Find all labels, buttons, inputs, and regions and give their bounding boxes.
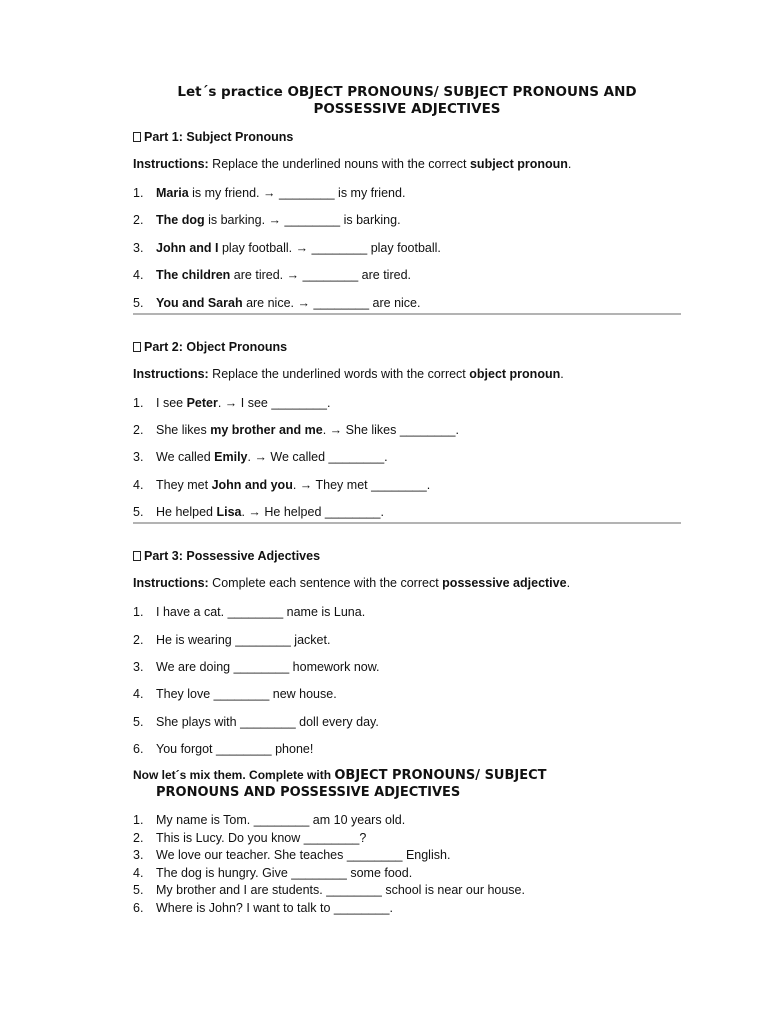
- item-number: 3.: [133, 240, 144, 255]
- item-text: You forgot ________ phone!: [156, 742, 314, 757]
- instructions-end: .: [567, 157, 572, 171]
- instructions-text: Replace the underlined nouns with the correct: [208, 157, 470, 171]
- item-text: They met: [156, 477, 212, 492]
- list-item: [133, 503, 681, 522]
- item-number: 1.: [133, 605, 144, 620]
- item-text: We are doing ________ homework now.: [156, 659, 380, 674]
- mix-caps-line1: OBJECT PRONOUNS/ SUBJECT: [334, 768, 547, 784]
- section-divider: [133, 522, 681, 524]
- missing-glyph-icon: [133, 342, 141, 352]
- item-text: . → They met ________.: [292, 477, 431, 492]
- item-number: 1.: [133, 395, 144, 410]
- list-item: [133, 211, 681, 238]
- part2-instructions: [133, 367, 681, 385]
- item-number: 6.: [133, 742, 144, 757]
- item-number: 3.: [133, 659, 144, 674]
- item-text: are tired. → ________ are tired.: [230, 268, 411, 283]
- item-bold: Lisa: [216, 505, 242, 520]
- item-bold: The children: [156, 268, 231, 283]
- list-item: [133, 846, 681, 864]
- instructions-end: .: [560, 366, 564, 381]
- missing-glyph-icon: [133, 551, 141, 561]
- item-text: They love ________ new house.: [156, 687, 337, 702]
- item-text: . → We called ________.: [247, 450, 388, 465]
- item-number: 1.: [133, 186, 144, 200]
- instructions-keyword: subject pronoun: [469, 157, 568, 171]
- instructions-label: Instructions:: [133, 366, 209, 381]
- title-caps: OBJECT PRONOUNS/ SUBJECT PRONOUNS AND: [287, 84, 637, 100]
- item-text: She likes: [156, 422, 211, 437]
- part1-list: [133, 184, 681, 313]
- list-item: [133, 294, 681, 313]
- item-bold: John and I: [156, 240, 219, 255]
- part3-instructions: [133, 576, 681, 594]
- item-text: She plays with ________ doll every day.: [156, 714, 379, 729]
- item-bold: my brother and me: [210, 422, 323, 437]
- section-divider: [133, 313, 681, 315]
- part1-instructions: [133, 157, 681, 175]
- list-item: [133, 685, 681, 712]
- item-bold: The dog: [156, 213, 205, 228]
- item-text: This is Lucy. Do you know ________?: [156, 830, 367, 845]
- list-item: [133, 184, 681, 211]
- item-text: are nice. → ________ are nice.: [242, 295, 421, 310]
- item-text: is my friend. → ________ is my friend.: [188, 186, 406, 200]
- item-text: . → She likes ________.: [322, 422, 459, 437]
- part1-heading: [133, 130, 681, 148]
- part2-heading: [133, 340, 681, 358]
- item-text: . → He helped ________.: [241, 505, 384, 520]
- part3-heading-text: Part 3: Possessive Adjectives: [144, 549, 321, 564]
- mix-heading: [133, 767, 681, 801]
- item-number: 1.: [133, 813, 144, 828]
- list-item: [133, 239, 681, 266]
- list-item: [133, 631, 681, 658]
- list-item: [133, 658, 681, 685]
- instructions-keyword: possessive adjective: [442, 576, 567, 591]
- item-number: 4.: [133, 268, 144, 283]
- item-number: 2.: [133, 422, 144, 437]
- page-title: [133, 84, 681, 118]
- item-number: 4.: [133, 477, 144, 492]
- list-item: [133, 394, 681, 421]
- list-item: [133, 899, 681, 917]
- item-text: He helped: [156, 505, 217, 520]
- item-text: My name is Tom. ________ am 10 years old.: [156, 813, 406, 828]
- item-text: . → I see ________.: [217, 395, 331, 410]
- instructions-end: .: [566, 576, 571, 591]
- item-text: He is wearing ________ jacket.: [156, 632, 331, 647]
- item-text: I have a cat. ________ name is Luna.: [156, 605, 366, 620]
- instructions-text: Replace the underlined words with the correct: [208, 366, 470, 381]
- mix-caps-line2: PRONOUNS AND POSSESSIVE ADJECTIVES: [156, 785, 461, 801]
- list-item: [133, 476, 681, 503]
- instructions-label: Instructions:: [133, 157, 209, 171]
- item-text: We called: [156, 450, 215, 465]
- item-number: 6.: [133, 901, 144, 916]
- item-number: 5.: [133, 714, 144, 729]
- list-item: [133, 829, 681, 847]
- list-item: [133, 811, 681, 829]
- list-item: [133, 864, 681, 882]
- item-bold: You and Sarah: [156, 295, 243, 310]
- list-item: [133, 448, 681, 475]
- item-number: 2.: [133, 213, 144, 228]
- worksheet-page: [133, 84, 681, 917]
- item-text: My brother and I are students. ________ school is near our house.: [156, 883, 525, 898]
- list-item: [133, 740, 681, 759]
- item-number: 4.: [133, 687, 144, 702]
- item-text: The dog is hungry. Give ________ some food.: [156, 865, 413, 880]
- item-bold: Maria: [156, 186, 189, 200]
- item-number: 5.: [133, 295, 144, 310]
- title-lead: Let´s practice: [177, 84, 288, 100]
- mix-list: [133, 811, 681, 917]
- item-text: Where is John? I want to talk to ________.: [156, 901, 393, 916]
- item-number: 2.: [133, 632, 144, 647]
- item-number: 4.: [133, 865, 144, 880]
- item-bold: John and you: [211, 477, 293, 492]
- item-number: 3.: [133, 848, 144, 863]
- list-item: [133, 266, 681, 293]
- item-bold: Peter: [186, 395, 218, 410]
- part1-heading-text: Part 1: Subject Pronouns: [144, 130, 294, 144]
- title-line2: POSSESSIVE ADJECTIVES: [313, 101, 501, 117]
- part2-heading-text: Part 2: Object Pronouns: [144, 339, 288, 354]
- instructions-label: Instructions:: [133, 576, 209, 591]
- missing-glyph-icon: [133, 132, 141, 142]
- item-text: is barking. → ________ is barking.: [204, 213, 401, 228]
- instructions-keyword: object pronoun: [469, 366, 561, 381]
- item-text: We love our teacher. She teaches ________ English.: [156, 848, 451, 863]
- item-number: 2.: [133, 830, 144, 845]
- item-text: play football. → ________ play football.: [218, 240, 441, 255]
- item-bold: Emily: [214, 450, 248, 465]
- item-number: 3.: [133, 450, 144, 465]
- item-number: 5.: [133, 883, 144, 898]
- item-number: 5.: [133, 505, 144, 520]
- part2-list: [133, 394, 681, 523]
- list-item: [133, 713, 681, 740]
- list-item: [133, 421, 681, 448]
- part3-list: [133, 603, 681, 759]
- mix-lead: Now let´s mix them. Complete with: [133, 768, 335, 783]
- list-item: [133, 881, 681, 899]
- part3-heading: [133, 549, 681, 567]
- list-item: [133, 603, 681, 630]
- instructions-text: Complete each sentence with the correct: [208, 576, 443, 591]
- item-text: I see: [156, 395, 187, 410]
